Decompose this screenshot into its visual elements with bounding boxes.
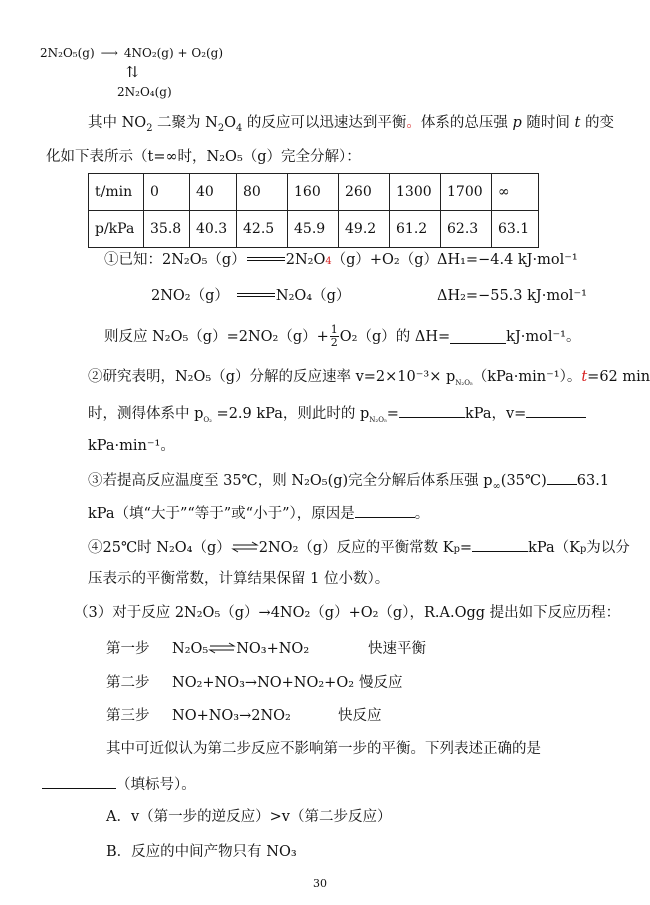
step-2: 第二步 NO₂+NO₃→NO+NO₂+O₂ <box>106 675 355 691</box>
page-number: 30 <box>313 877 327 890</box>
table-cell: 45.9 <box>288 211 339 248</box>
fraction-half: $\frac{1}{2}$ <box>330 323 338 349</box>
table-cell: 1300 <box>390 174 441 211</box>
top-reaction-left: 2N₂O₅(g) <box>40 46 95 60</box>
q2-line-1: ②研究表明，N₂O₅（g）分解的反应速率 $v=2\times 10^{-3}\times p_{N_2O_5}(kPa\cdot\min^{-1})$。t=62 min <box>88 369 650 387</box>
part3-statement: 其中可近似认为第二步反应不影响第一步的平衡。下列表述正确的是 <box>106 741 541 757</box>
q1-dh2: ΔH₂=−55.3 kJ·mol⁻¹ <box>437 288 587 304</box>
table-cell: 1700 <box>441 174 492 211</box>
q4-line-1: ④25℃时 N₂O₄（g） 2NO₂（g）反应的平衡常数 K p = kPa（K p 为以分 <box>88 537 630 557</box>
option-a: A．v（第一步的逆反应）>v（第二步反应） <box>106 809 392 825</box>
table-cell: 80 <box>237 174 288 211</box>
step-3-note: 快反应 <box>338 708 382 724</box>
equilibrium-harpoon-icon <box>209 643 235 653</box>
part3-head: （3）对于反应 2N₂O₅（g）→4NO₂（g）+O₂（g），R.A.Ogg 提出如下反应历程： <box>74 605 621 621</box>
top-reaction-below: 2N₂O₄(g) <box>117 85 172 99</box>
q3-line-1: ③若提高反应温度至 35℃，则 N₂O₅(g)完全分解后体系压强 $p_\infty(35℃)$ 63.1 <box>88 470 609 490</box>
table-cell: 61.2 <box>390 211 441 248</box>
q1-dh1: ΔH₁=−4.4 kJ·mol⁻¹ <box>437 252 578 268</box>
table-cell: ∞ <box>492 174 539 211</box>
intro-line-2: 化如下表所示（t=∞时，N₂O₅（g）完全分解）： <box>46 149 361 165</box>
answer-blank-rate[interactable] <box>526 403 586 418</box>
q3-line-2: kPa（填“大于”“等于”或“小于”），原因是 。 <box>88 503 429 523</box>
option-b: B．反应的中间产物只有 NO₃ <box>106 844 297 860</box>
answer-blank-kp[interactable] <box>472 537 528 552</box>
q4-line-2: 压表示的平衡常数，计算结果保留 1 位小数）。 <box>88 571 390 587</box>
table-cell: 63.1 <box>492 211 539 248</box>
intro-line-1: 其中 $NO_2$ 二聚为 $N_2O_4$ 的反应可以迅速达到平衡。体系的总压强 p 随时间 t 的变 <box>88 115 614 134</box>
top-reaction-right: 4NO₂(g) + O₂(g) <box>123 46 224 60</box>
answer-blank-choice[interactable] <box>42 774 116 789</box>
table-cell: 35.8 <box>144 211 190 248</box>
top-reaction-arrow: ⟶ <box>100 46 118 60</box>
table-cell: 62.3 <box>441 211 492 248</box>
q1-line-b: 2NO₂（g） N₂O₄（g） <box>151 288 351 304</box>
top-reaction <box>40 44 223 62</box>
table-header-time: t/min <box>89 174 144 211</box>
table-row-pressure <box>89 211 539 248</box>
step-2-note: 慢反应 <box>359 675 403 691</box>
equilibrium-arrow-icon: ⇅ <box>126 63 139 81</box>
equals-arrow-icon <box>237 290 275 300</box>
table-cell: 42.5 <box>237 211 288 248</box>
table-cell: 160 <box>288 174 339 211</box>
table-header-pressure: p/kPa <box>89 211 144 248</box>
answer-blank-reason[interactable] <box>355 503 415 518</box>
step-1-note: 快速平衡 <box>368 641 426 657</box>
table-cell: 40 <box>190 174 237 211</box>
table-cell: 40.3 <box>190 211 237 248</box>
answer-blank-pn2o5[interactable] <box>399 403 465 418</box>
q2-line-3: kPa·min⁻¹。 <box>88 438 175 454</box>
q2-line-2: 时，测得体系中 $p_{O_2} =2.9$ kPa，则此时的 $p_{N_2O_5}=$ kPa，v= <box>88 403 586 423</box>
equals-arrow-icon <box>247 254 285 264</box>
q1-line-a: ①已知：2N₂O₅（g） 2N₂O 4 （g）+O₂（g） <box>104 252 439 268</box>
step-3: 第三步 NO+NO₃→2NO₂ <box>106 708 291 724</box>
q1-line-c: 则反应 N₂O₅（g）=2NO₂（g）+ $\frac{1}{2}$ O₂（g）的 ΔH= kJ·mol⁻¹。 <box>104 323 581 349</box>
answer-blank-compare[interactable] <box>547 470 577 485</box>
table-row-time <box>89 174 539 211</box>
step-1: 第一步 N₂O₅ NO₃+NO₂ <box>106 641 310 657</box>
pressure-time-table <box>88 173 539 248</box>
answer-blank-dh[interactable] <box>450 329 506 344</box>
equilibrium-harpoon-icon <box>232 542 258 552</box>
part3-fill-line: （填标号）。 <box>42 774 196 794</box>
table-cell: 49.2 <box>339 211 390 248</box>
table-cell: 260 <box>339 174 390 211</box>
table-cell: 0 <box>144 174 190 211</box>
